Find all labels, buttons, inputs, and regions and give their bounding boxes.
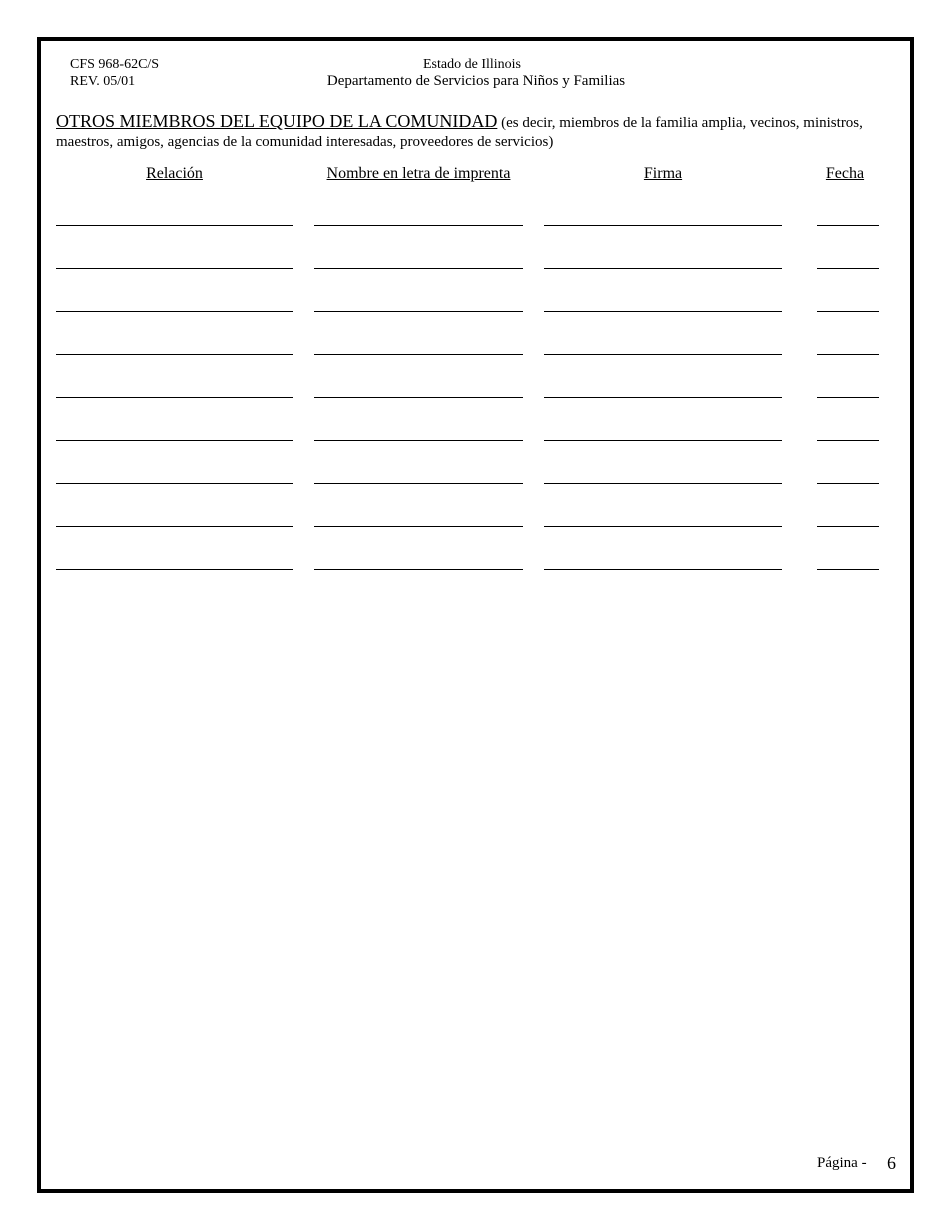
form-number: CFS 968-62C/S (70, 57, 160, 72)
row-4-date-line[interactable] (817, 354, 879, 355)
row-3-date-line[interactable] (817, 311, 879, 312)
row-8-printed-name-line[interactable] (314, 526, 523, 527)
state-name: Estado de Illinois (423, 57, 521, 72)
row-3-relationship-line[interactable] (56, 311, 293, 312)
row-5-relationship-line[interactable] (56, 397, 293, 398)
row-5-printed-name-line[interactable] (314, 397, 523, 398)
section-heading (56, 112, 901, 152)
row-6-printed-name-line[interactable] (314, 440, 523, 441)
form-revision: REV. 05/01 (70, 74, 136, 89)
page-number: 6 (887, 1153, 896, 1173)
row-8-relationship-line[interactable] (56, 526, 293, 527)
row-1-relationship-line[interactable] (56, 225, 293, 226)
row-6-relationship-line[interactable] (56, 440, 293, 441)
section-title: OTROS MIEMBROS DEL EQUIPO DE LA COMUNIDAD (56, 111, 498, 131)
column-header-relationship: Relación (146, 165, 203, 182)
row-7-printed-name-line[interactable] (314, 483, 523, 484)
row-2-date-line[interactable] (817, 268, 879, 269)
row-9-relationship-line[interactable] (56, 569, 293, 570)
row-1-date-line[interactable] (817, 225, 879, 226)
row-7-date-line[interactable] (817, 483, 879, 484)
form-border (37, 37, 914, 1193)
row-4-relationship-line[interactable] (56, 354, 293, 355)
column-header-date: Fecha (825, 165, 865, 182)
row-7-relationship-line[interactable] (56, 483, 293, 484)
row-3-signature-line[interactable] (544, 311, 782, 312)
row-2-printed-name-line[interactable] (314, 268, 523, 269)
row-1-signature-line[interactable] (544, 225, 782, 226)
row-7-signature-line[interactable] (544, 483, 782, 484)
row-3-printed-name-line[interactable] (314, 311, 523, 312)
row-4-signature-line[interactable] (544, 354, 782, 355)
row-9-printed-name-line[interactable] (314, 569, 523, 570)
department-name: Departamento de Servicios para Niños y Familias (326, 73, 626, 89)
row-6-date-line[interactable] (817, 440, 879, 441)
row-9-signature-line[interactable] (544, 569, 782, 570)
column-header-signature: Firma (643, 165, 683, 182)
page-label: Página - (817, 1155, 867, 1171)
row-5-date-line[interactable] (817, 397, 879, 398)
column-header-printed-name: Nombre en letra de imprenta (326, 165, 511, 182)
row-4-printed-name-line[interactable] (314, 354, 523, 355)
row-9-date-line[interactable] (817, 569, 879, 570)
row-6-signature-line[interactable] (544, 440, 782, 441)
row-1-printed-name-line[interactable] (314, 225, 523, 226)
section-description: (es decir, miembros de la familia amplia, vecinos, ministros, maestros, amigos, agencias de la comunidad interesadas, proveedores de servicios) (56, 115, 863, 150)
row-8-date-line[interactable] (817, 526, 879, 527)
row-2-signature-line[interactable] (544, 268, 782, 269)
row-8-signature-line[interactable] (544, 526, 782, 527)
row-5-signature-line[interactable] (544, 397, 782, 398)
row-2-relationship-line[interactable] (56, 268, 293, 269)
